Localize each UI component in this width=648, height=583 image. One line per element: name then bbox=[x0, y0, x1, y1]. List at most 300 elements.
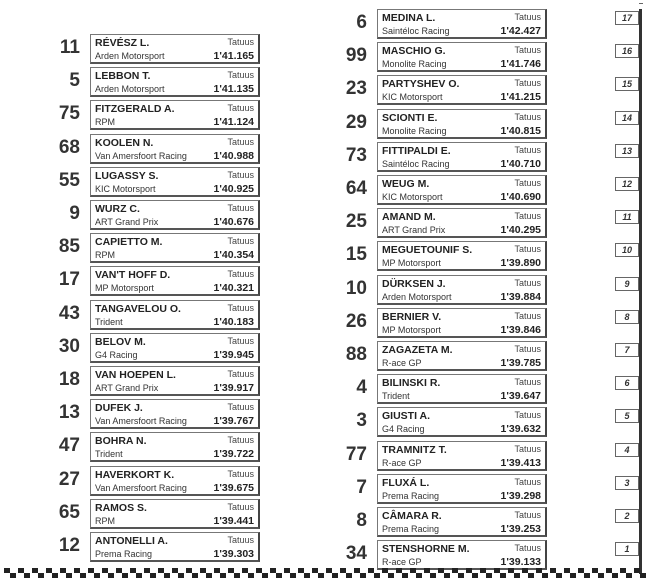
checker-square bbox=[626, 573, 632, 578]
team-name: Saintéloc Racing bbox=[382, 26, 450, 36]
driver-name: SCIONTI E. bbox=[382, 111, 438, 124]
checker-square bbox=[24, 573, 30, 578]
grid-position-number: 4 bbox=[615, 443, 639, 457]
car-number: 13 bbox=[58, 402, 80, 424]
car-number: 43 bbox=[58, 302, 80, 324]
driver-card bbox=[377, 407, 547, 437]
checker-square bbox=[122, 573, 128, 578]
grid-position-number: 6 bbox=[615, 376, 639, 390]
marker-pole bbox=[639, 9, 642, 43]
chassis-label: Tatuus bbox=[514, 476, 541, 487]
checker-square bbox=[606, 568, 612, 573]
checker-square bbox=[32, 568, 38, 573]
checker-square bbox=[522, 568, 528, 573]
team-name: ART Grand Prix bbox=[95, 383, 159, 393]
grid-position-number: 9 bbox=[615, 277, 639, 291]
checker-square bbox=[228, 568, 234, 573]
checker-square bbox=[452, 568, 458, 573]
lap-time: 1'39.722 bbox=[213, 448, 254, 461]
checker-square bbox=[388, 573, 394, 578]
marker-pole bbox=[639, 275, 642, 309]
chassis-label: Tatuus bbox=[227, 369, 254, 379]
chassis-label: Tatuus bbox=[227, 435, 254, 446]
driver-name: FLUXÁ L. bbox=[382, 476, 430, 489]
team-name: Trident bbox=[382, 391, 410, 402]
chassis-label: Tatuus bbox=[227, 203, 254, 213]
grid-position-number: 14 bbox=[615, 111, 639, 125]
lap-time: 1'40.354 bbox=[213, 249, 254, 262]
lap-time: 1'39.632 bbox=[500, 423, 541, 436]
driver-name: BELOV M. bbox=[95, 335, 146, 348]
car-number: 10 bbox=[345, 277, 367, 299]
checker-square bbox=[186, 568, 192, 573]
marker-pole bbox=[639, 42, 642, 76]
lap-time: 1'39.890 bbox=[500, 257, 541, 270]
checker-square bbox=[144, 568, 150, 573]
car-number: 8 bbox=[356, 510, 367, 531]
chassis-label: Tatuus bbox=[227, 37, 254, 47]
team-name: RPM bbox=[95, 250, 115, 261]
grid-position-marker bbox=[615, 409, 645, 443]
checker-square bbox=[74, 568, 80, 573]
grid-slot bbox=[0, 374, 648, 408]
checker-square bbox=[458, 573, 464, 578]
chassis-label: Tatuus bbox=[227, 335, 254, 346]
driver-name: RÉVÉSZ L. bbox=[95, 37, 150, 49]
checker-square bbox=[556, 573, 562, 578]
checker-square bbox=[564, 568, 570, 573]
car-number: 3 bbox=[356, 410, 367, 432]
checker-square bbox=[318, 573, 324, 578]
grid-slot bbox=[0, 308, 648, 342]
car-number: 55 bbox=[58, 169, 80, 191]
lap-time: 1'39.133 bbox=[500, 556, 541, 569]
driver-name: STENSHORNE M. bbox=[382, 543, 470, 556]
team-name: Van Amersfoort Racing bbox=[95, 416, 187, 427]
checker-square bbox=[598, 573, 604, 578]
checker-square bbox=[402, 573, 408, 578]
lap-time: 1'39.647 bbox=[500, 390, 541, 403]
car-number: 25 bbox=[345, 211, 367, 233]
checker-square bbox=[536, 568, 542, 573]
grid-position-number: 13 bbox=[615, 144, 639, 158]
car-number: 77 bbox=[345, 443, 367, 465]
checker-square bbox=[4, 568, 10, 573]
driver-name: BILINSKI R. bbox=[382, 377, 441, 390]
driver-name: WEUG M. bbox=[382, 178, 430, 190]
lap-time: 1'39.253 bbox=[500, 523, 541, 535]
car-number: 17 bbox=[58, 269, 80, 291]
driver-card bbox=[377, 308, 547, 338]
chassis-label: Tatuus bbox=[514, 111, 541, 122]
grid-position-marker bbox=[615, 443, 645, 477]
grid-slot bbox=[0, 175, 648, 209]
team-name: Saintéloc Racing bbox=[382, 158, 450, 169]
chassis-label: Tatuus bbox=[514, 78, 541, 89]
checker-square bbox=[18, 568, 24, 573]
checker-square bbox=[248, 573, 254, 578]
lap-time: 1'39.303 bbox=[213, 548, 254, 560]
grid-slot bbox=[0, 75, 648, 109]
team-name: G4 Racing bbox=[382, 424, 425, 435]
car-number: 5 bbox=[69, 70, 80, 92]
team-name: RPM bbox=[95, 117, 115, 128]
grid-position-marker bbox=[615, 476, 645, 510]
lap-time: 1'40.815 bbox=[500, 124, 541, 137]
lap-time: 1'39.785 bbox=[500, 357, 541, 369]
car-number: 12 bbox=[58, 535, 80, 556]
checker-square bbox=[192, 573, 198, 578]
chassis-label: Tatuus bbox=[227, 236, 254, 247]
car-number: 4 bbox=[356, 377, 367, 399]
car-number: 47 bbox=[58, 435, 80, 457]
checker-square bbox=[360, 573, 366, 578]
car-number: 34 bbox=[345, 543, 367, 565]
driver-name: CÂMARA R. bbox=[382, 510, 442, 522]
lap-time: 1'39.413 bbox=[500, 456, 541, 469]
checker-square bbox=[88, 568, 94, 573]
team-name: ART Grand Prix bbox=[95, 217, 159, 227]
car-number: 11 bbox=[59, 37, 80, 58]
checker-square bbox=[108, 573, 114, 578]
lap-time: 1'41.135 bbox=[213, 83, 254, 96]
checker-square bbox=[430, 573, 436, 578]
checker-square bbox=[550, 568, 556, 573]
checker-square bbox=[262, 573, 268, 578]
checker-square bbox=[480, 568, 486, 573]
grid-position-number: 8 bbox=[615, 310, 639, 324]
car-number: 88 bbox=[345, 344, 367, 365]
checker-square bbox=[514, 573, 520, 578]
chassis-label: Tatuus bbox=[227, 269, 254, 280]
checker-square bbox=[486, 573, 492, 578]
marker-pole bbox=[639, 142, 642, 176]
team-name: ART Grand Prix bbox=[382, 225, 446, 236]
grid-position-number: 16 bbox=[615, 44, 639, 58]
grid-position-marker bbox=[615, 44, 645, 78]
team-name: Monolite Racing bbox=[382, 125, 447, 136]
chassis-label: Tatuus bbox=[514, 12, 541, 22]
marker-pole bbox=[639, 109, 642, 143]
marker-pole bbox=[639, 241, 642, 275]
grid-slot bbox=[0, 42, 648, 76]
team-name: Arden Motorsport bbox=[382, 291, 452, 302]
checker-square bbox=[242, 568, 248, 573]
grid-position-marker bbox=[615, 210, 645, 244]
checker-square bbox=[172, 568, 178, 573]
chassis-label: Tatuus bbox=[227, 70, 254, 81]
grid-position-marker bbox=[615, 11, 645, 45]
lap-time: 1'39.298 bbox=[500, 489, 541, 502]
checker-square bbox=[298, 568, 304, 573]
driver-card bbox=[377, 109, 547, 139]
grid-position-number: 17 bbox=[615, 11, 639, 25]
marker-pole bbox=[639, 507, 642, 541]
checker-square bbox=[38, 573, 44, 578]
lap-time: 1'39.767 bbox=[213, 415, 254, 428]
driver-card bbox=[377, 208, 547, 238]
marker-pole bbox=[639, 75, 642, 109]
driver-name: KOOLEN N. bbox=[95, 136, 154, 149]
checker-square bbox=[116, 568, 122, 573]
grid-position-marker bbox=[615, 343, 645, 377]
team-name: Trident bbox=[95, 449, 123, 460]
grid-position-number: 15 bbox=[615, 77, 639, 91]
chassis-label: Tatuus bbox=[514, 310, 541, 321]
car-number: 6 bbox=[356, 12, 367, 33]
driver-card bbox=[377, 142, 547, 172]
checker-square bbox=[256, 568, 262, 573]
checker-square bbox=[340, 568, 346, 573]
grid-position-marker bbox=[615, 277, 645, 311]
car-number: 18 bbox=[58, 369, 80, 390]
lap-time: 1'39.675 bbox=[213, 481, 254, 494]
driver-name: BOHRA N. bbox=[95, 435, 147, 448]
driver-name: AMAND M. bbox=[382, 211, 436, 224]
lap-time: 1'39.917 bbox=[213, 382, 254, 394]
team-name: Prema Racing bbox=[95, 549, 153, 559]
checker-square bbox=[326, 568, 332, 573]
checker-square bbox=[424, 568, 430, 573]
checker-square bbox=[396, 568, 402, 573]
driver-card bbox=[377, 374, 547, 404]
lap-time: 1'39.846 bbox=[500, 323, 541, 336]
lap-time: 1'41.746 bbox=[500, 58, 541, 71]
team-name: Monolite Racing bbox=[382, 59, 447, 70]
driver-name: BERNIER V. bbox=[382, 310, 442, 323]
driver-card bbox=[377, 441, 547, 471]
chassis-label: Tatuus bbox=[227, 468, 254, 479]
marker-pole bbox=[639, 208, 642, 242]
checker-square bbox=[438, 568, 444, 573]
checker-square bbox=[368, 568, 374, 573]
car-number: 9 bbox=[69, 203, 80, 224]
checker-square bbox=[494, 568, 500, 573]
checker-square bbox=[374, 573, 380, 578]
driver-name: VAN'T HOFF D. bbox=[95, 269, 171, 282]
lap-time: 1'40.690 bbox=[500, 191, 541, 203]
checker-square bbox=[528, 573, 534, 578]
checker-square bbox=[542, 573, 548, 578]
grid-position-number: 11 bbox=[615, 210, 639, 224]
checker-square bbox=[346, 573, 352, 578]
grid-position-marker bbox=[615, 509, 645, 543]
driver-name: HAVERKORT K. bbox=[95, 468, 175, 481]
driver-name: VAN HOEPEN L. bbox=[95, 369, 176, 381]
lap-time: 1'40.676 bbox=[213, 216, 254, 228]
car-number: 68 bbox=[58, 136, 80, 158]
checker-square bbox=[612, 573, 618, 578]
checker-square bbox=[214, 568, 220, 573]
lap-time: 1'40.710 bbox=[500, 157, 541, 170]
checker-square bbox=[284, 568, 290, 573]
team-name: Van Amersfoort Racing bbox=[95, 150, 187, 161]
team-name: KIC Motorsport bbox=[382, 92, 443, 103]
team-name: MP Motorsport bbox=[382, 324, 441, 335]
chassis-label: Tatuus bbox=[514, 510, 541, 520]
grid-slot bbox=[0, 341, 648, 375]
car-number: 64 bbox=[345, 178, 367, 199]
grid-position-number: 12 bbox=[615, 177, 639, 191]
checker-square bbox=[80, 573, 86, 578]
checker-square bbox=[102, 568, 108, 573]
checker-square bbox=[234, 573, 240, 578]
chassis-label: Tatuus bbox=[514, 344, 541, 354]
checker-square bbox=[136, 573, 142, 578]
marker-pole bbox=[639, 407, 642, 441]
lap-time: 1'41.124 bbox=[213, 116, 254, 129]
grid-slot bbox=[0, 407, 648, 441]
lap-time: 1'41.165 bbox=[213, 50, 254, 62]
grid-position-marker bbox=[615, 144, 645, 178]
team-name: Arden Motorsport bbox=[95, 51, 165, 61]
checker-square bbox=[444, 573, 450, 578]
checker-square bbox=[500, 573, 506, 578]
checker-square bbox=[206, 573, 212, 578]
checker-square bbox=[220, 573, 226, 578]
team-name: Van Amersfoort Racing bbox=[95, 482, 187, 493]
driver-name: MEDINA L. bbox=[382, 12, 436, 24]
chassis-label: Tatuus bbox=[227, 402, 254, 413]
driver-name: TANGAVELOU O. bbox=[95, 302, 181, 315]
team-name: Arden Motorsport bbox=[95, 84, 165, 95]
grid-position-marker bbox=[615, 177, 645, 211]
car-number: 26 bbox=[345, 310, 367, 332]
team-name: R-ace GP bbox=[382, 358, 422, 368]
lap-time: 1'40.295 bbox=[500, 224, 541, 237]
checker-square bbox=[332, 573, 338, 578]
checker-square bbox=[290, 573, 296, 578]
team-name: Trident bbox=[95, 316, 123, 327]
checker-square bbox=[592, 568, 598, 573]
checkered-flag-strip bbox=[0, 566, 648, 580]
grid-position-number: 3 bbox=[615, 476, 639, 490]
chassis-label: Tatuus bbox=[227, 103, 254, 114]
checker-square bbox=[158, 568, 164, 573]
driver-name: MEGUETOUNIF S. bbox=[382, 244, 473, 257]
driver-card bbox=[377, 341, 547, 371]
chassis-label: Tatuus bbox=[514, 277, 541, 288]
checker-square bbox=[200, 568, 206, 573]
grid-position-marker bbox=[615, 111, 645, 145]
lap-time: 1'40.321 bbox=[213, 282, 254, 295]
grid-slot bbox=[0, 275, 648, 309]
grid-position-marker bbox=[615, 243, 645, 277]
team-name: RPM bbox=[95, 515, 115, 526]
car-number: 99 bbox=[345, 45, 367, 67]
team-name: Prema Racing bbox=[382, 490, 440, 501]
grid-position-marker bbox=[615, 77, 645, 111]
grid-slot bbox=[0, 9, 648, 43]
driver-name: DUFEK J. bbox=[95, 402, 143, 415]
lap-time: 1'39.884 bbox=[500, 290, 541, 303]
driver-name: DÜRKSEN J. bbox=[382, 277, 446, 290]
chassis-label: Tatuus bbox=[514, 144, 541, 155]
lap-time: 1'40.925 bbox=[213, 182, 254, 195]
grid-slot bbox=[0, 109, 648, 143]
car-number: 30 bbox=[58, 335, 80, 357]
corner-mark bbox=[639, 3, 643, 4]
grid-position-number: 7 bbox=[615, 343, 639, 357]
marker-pole bbox=[639, 175, 642, 209]
marker-pole bbox=[639, 341, 642, 375]
driver-name: WURZ C. bbox=[95, 203, 140, 215]
driver-card bbox=[377, 42, 547, 72]
chassis-label: Tatuus bbox=[514, 211, 541, 222]
driver-name: MASCHIO G. bbox=[382, 45, 446, 58]
lap-time: 1'39.945 bbox=[213, 348, 254, 361]
chassis-label: Tatuus bbox=[227, 501, 254, 512]
driver-name: GIUSTI A. bbox=[382, 410, 431, 423]
driver-name: FITZGERALD A. bbox=[95, 103, 175, 116]
team-name: G4 Racing bbox=[95, 349, 138, 360]
team-name: R-ace GP bbox=[382, 457, 422, 468]
car-number: 65 bbox=[58, 501, 80, 523]
chassis-label: Tatuus bbox=[514, 543, 541, 554]
checker-square bbox=[178, 573, 184, 578]
driver-card bbox=[377, 175, 547, 205]
grid-position-number: 2 bbox=[615, 509, 639, 523]
team-name: MP Motorsport bbox=[95, 283, 154, 294]
chassis-label: Tatuus bbox=[227, 136, 254, 147]
checker-square bbox=[382, 568, 388, 573]
marker-pole bbox=[639, 308, 642, 342]
checker-square bbox=[578, 568, 584, 573]
checker-square bbox=[620, 568, 626, 573]
checker-square bbox=[508, 568, 514, 573]
checker-square bbox=[130, 568, 136, 573]
checker-square bbox=[634, 568, 640, 573]
checker-square bbox=[52, 573, 58, 578]
car-number: 7 bbox=[356, 476, 367, 498]
chassis-label: Tatuus bbox=[227, 302, 254, 313]
lap-time: 1'42.427 bbox=[500, 25, 541, 37]
driver-card bbox=[377, 241, 547, 271]
car-number: 23 bbox=[345, 78, 367, 100]
driver-name: ZAGAZETA M. bbox=[382, 344, 453, 356]
checker-square bbox=[584, 573, 590, 578]
checker-square bbox=[94, 573, 100, 578]
team-name: KIC Motorsport bbox=[95, 183, 156, 194]
driver-card bbox=[377, 9, 547, 39]
chassis-label: Tatuus bbox=[227, 169, 254, 180]
driver-card bbox=[377, 75, 547, 105]
lap-time: 1'39.441 bbox=[213, 514, 254, 527]
chassis-label: Tatuus bbox=[514, 45, 541, 56]
checker-square bbox=[416, 573, 422, 578]
grid-position-marker bbox=[615, 310, 645, 344]
driver-card bbox=[377, 507, 547, 537]
grid-position-number: 10 bbox=[615, 243, 639, 257]
chassis-label: Tatuus bbox=[514, 410, 541, 421]
grid-slot bbox=[0, 441, 648, 475]
team-name: Prema Racing bbox=[382, 524, 440, 534]
chassis-label: Tatuus bbox=[514, 443, 541, 454]
marker-pole bbox=[639, 474, 642, 508]
car-number: 73 bbox=[345, 144, 367, 166]
car-number: 15 bbox=[345, 244, 367, 266]
checker-square bbox=[312, 568, 318, 573]
team-name: R-ace GP bbox=[382, 557, 422, 568]
driver-name: CAPIETTO M. bbox=[95, 236, 163, 249]
car-number: 75 bbox=[58, 103, 80, 125]
grid-slot bbox=[0, 208, 648, 242]
driver-card bbox=[377, 474, 547, 504]
checker-square bbox=[466, 568, 472, 573]
lap-time: 1'40.988 bbox=[213, 149, 254, 162]
grid-position-marker bbox=[615, 376, 645, 410]
checker-square bbox=[10, 573, 16, 578]
